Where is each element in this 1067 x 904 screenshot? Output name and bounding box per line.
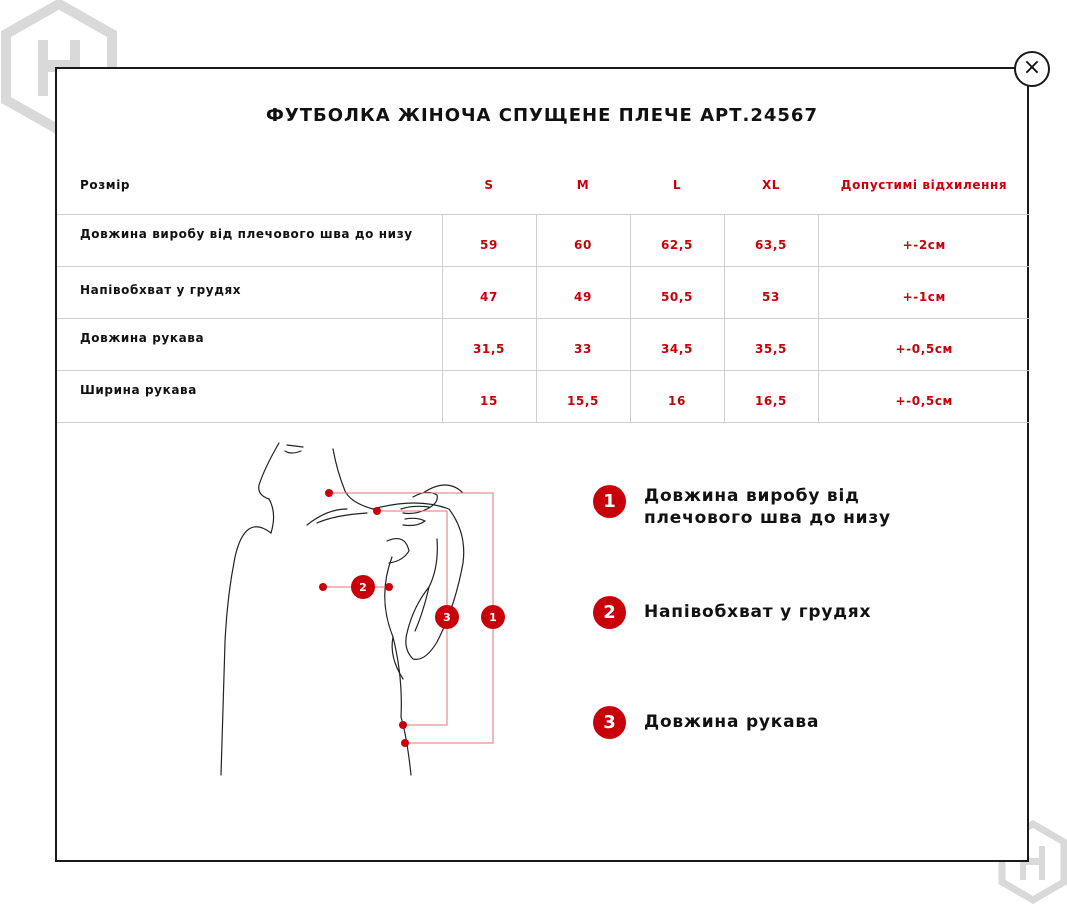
svg-text:1: 1 xyxy=(489,611,497,624)
row-label: Довжина виробу від плечового шва до низу xyxy=(57,214,442,266)
legend-number-badge: 2 xyxy=(593,596,626,629)
marker-2 xyxy=(351,575,375,599)
legend-number-badge: 1 xyxy=(593,485,626,518)
svg-text:3: 3 xyxy=(443,611,451,624)
svg-text:2: 2 xyxy=(359,581,367,594)
cell-value: 15 xyxy=(442,370,536,422)
table-row xyxy=(57,214,1030,266)
cell-deviation: +-0,5см xyxy=(818,318,1030,370)
cell-value: 49 xyxy=(536,266,630,318)
legend-item xyxy=(593,596,993,629)
size-header-l: L xyxy=(630,157,724,214)
legend-text: Довжина рукава xyxy=(644,712,820,732)
table-row xyxy=(57,370,1030,422)
cell-value: 33 xyxy=(536,318,630,370)
table-header-row xyxy=(57,157,1030,214)
cell-value: 31,5 xyxy=(442,318,536,370)
table-row xyxy=(57,266,1030,318)
cell-deviation: +-0,5см xyxy=(818,370,1030,422)
marker-3 xyxy=(435,605,459,629)
size-header-xl: XL xyxy=(724,157,818,214)
cell-value: 62,5 xyxy=(630,214,724,266)
legend-number-badge: 3 xyxy=(593,706,626,739)
size-chart-modal xyxy=(55,67,1029,862)
row-label: Напівобхват у грудях xyxy=(57,266,442,318)
close-button[interactable] xyxy=(1014,51,1050,87)
legend-text: Довжина виробу від плечового шва до низу xyxy=(644,486,891,528)
marker-1 xyxy=(481,605,505,629)
row-label: Ширина рукава xyxy=(57,370,442,422)
legend-text: Напівобхват у грудях xyxy=(644,602,872,622)
cell-value: 60 xyxy=(536,214,630,266)
cell-deviation: +-1см xyxy=(818,266,1030,318)
cell-value: 15,5 xyxy=(536,370,630,422)
cell-deviation: +-2см xyxy=(818,214,1030,266)
cell-value: 59 xyxy=(442,214,536,266)
legend-item xyxy=(593,485,993,529)
size-table xyxy=(57,157,1030,423)
row-label: Довжина рукава xyxy=(57,318,442,370)
legend-item xyxy=(593,706,993,739)
deviation-header: Допустимі відхилення xyxy=(818,157,1030,214)
cell-value: 16 xyxy=(630,370,724,422)
size-header-m: M xyxy=(536,157,630,214)
size-column-header: Розмір xyxy=(57,157,442,214)
cell-value: 50,5 xyxy=(630,266,724,318)
page-title: ФУТБОЛКА ЖІНОЧА СПУЩЕНЕ ПЛЕЧЕ АРТ.24567 xyxy=(266,105,818,126)
body-measurement-diagram xyxy=(217,437,537,777)
cell-value: 34,5 xyxy=(630,318,724,370)
cell-value: 63,5 xyxy=(724,214,818,266)
cell-value: 35,5 xyxy=(724,318,818,370)
cell-value: 47 xyxy=(442,266,536,318)
cell-value: 16,5 xyxy=(724,370,818,422)
size-header-s: S xyxy=(442,157,536,214)
table-row xyxy=(57,318,1030,370)
cell-value: 53 xyxy=(724,266,818,318)
close-icon: × xyxy=(1022,55,1042,80)
